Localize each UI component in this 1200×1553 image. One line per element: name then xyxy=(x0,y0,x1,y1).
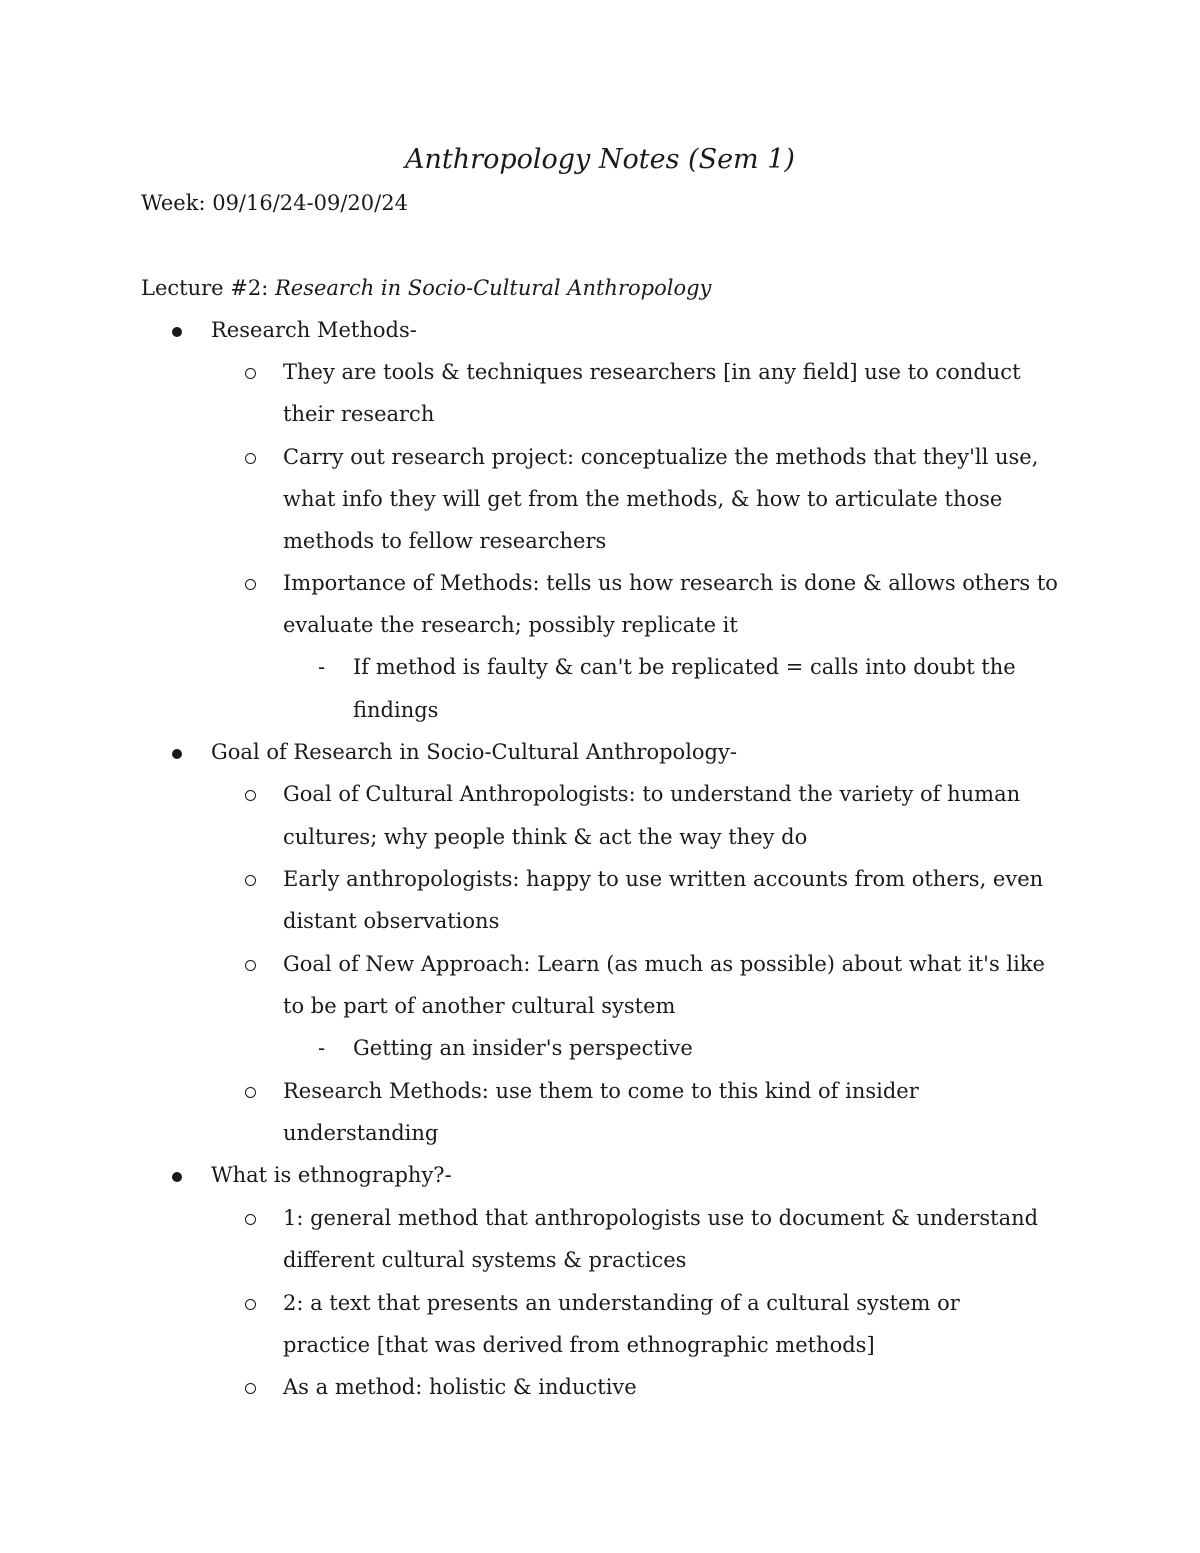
sub-bullet-circle xyxy=(245,1288,256,1318)
sub-bullet-circle xyxy=(245,1203,256,1233)
sub-bullet-circle xyxy=(245,949,256,979)
lecture-heading xyxy=(141,273,711,303)
list-item: Importance of Methods: tells us how research is done & allows others to xyxy=(283,571,1058,595)
bullet-dot xyxy=(172,737,182,767)
list-item: Carry out research project: conceptualize the methods that they'll use, xyxy=(283,445,1039,469)
list-item-continued: findings xyxy=(353,698,439,722)
list-item-continued: different cultural systems & practices xyxy=(283,1248,687,1272)
list-item: Goal of Cultural Anthropologists: to understand the variety of human xyxy=(283,782,1021,806)
list-item-continued: cultures; why people think & act the way they do xyxy=(283,825,808,849)
list-item: Goal of Research in Socio-Cultural Anthropology- xyxy=(211,740,737,764)
list-item: If method is faulty & can't be replicated = calls into doubt the xyxy=(353,655,1016,679)
list-item-continued: evaluate the research; possibly replicate it xyxy=(283,613,738,637)
list-item: As a method: holistic & inductive xyxy=(283,1375,637,1399)
sub-bullet-circle xyxy=(245,568,256,598)
sub-sub-bullet-dash: - xyxy=(318,655,326,679)
sub-bullet-circle xyxy=(245,1372,256,1402)
list-item: Research Methods: use them to come to this kind of insider xyxy=(283,1079,919,1103)
list-item: They are tools & techniques researchers [in any field] use to conduct xyxy=(283,360,1021,384)
sub-bullet-circle xyxy=(245,357,256,387)
list-item-continued: to be part of another cultural system xyxy=(283,994,676,1018)
list-item-continued: their research xyxy=(283,402,435,426)
sub-bullet-circle xyxy=(245,1076,256,1106)
sub-bullet-circle xyxy=(245,442,256,472)
list-item-continued: practice [that was derived from ethnographic methods] xyxy=(283,1333,875,1357)
list-item: Early anthropologists: happy to use written accounts from others, even xyxy=(283,867,1044,891)
bullet-dot xyxy=(172,1160,182,1190)
list-item: Research Methods- xyxy=(211,318,417,342)
list-item-continued: distant observations xyxy=(283,909,500,933)
list-item: Getting an insider's perspective xyxy=(353,1036,693,1060)
lecture-prefix: Lecture #2: xyxy=(141,276,275,300)
list-item: 1: general method that anthropologists use to document & understand xyxy=(283,1206,1039,1230)
page-title: Anthropology Notes (Sem 1) xyxy=(405,144,795,175)
sub-bullet-circle xyxy=(245,779,256,809)
list-item: 2: a text that presents an understanding of a cultural system or xyxy=(283,1291,960,1315)
list-item-continued: what info they will get from the methods, & how to articulate those xyxy=(283,487,1003,511)
week-range: Week: 09/16/24-09/20/24 xyxy=(141,191,408,215)
sub-bullet-circle xyxy=(245,864,256,894)
list-item-continued: methods to fellow researchers xyxy=(283,529,607,553)
list-item: Goal of New Approach: Learn (as much as possible) about what it's like xyxy=(283,952,1045,976)
list-item: What is ethnography?- xyxy=(211,1163,452,1187)
bullet-dot xyxy=(172,315,182,345)
lecture-topic: Research in Socio-Cultural Anthropology xyxy=(274,276,712,300)
sub-sub-bullet-dash: - xyxy=(318,1036,326,1060)
list-item-continued: understanding xyxy=(283,1121,439,1145)
